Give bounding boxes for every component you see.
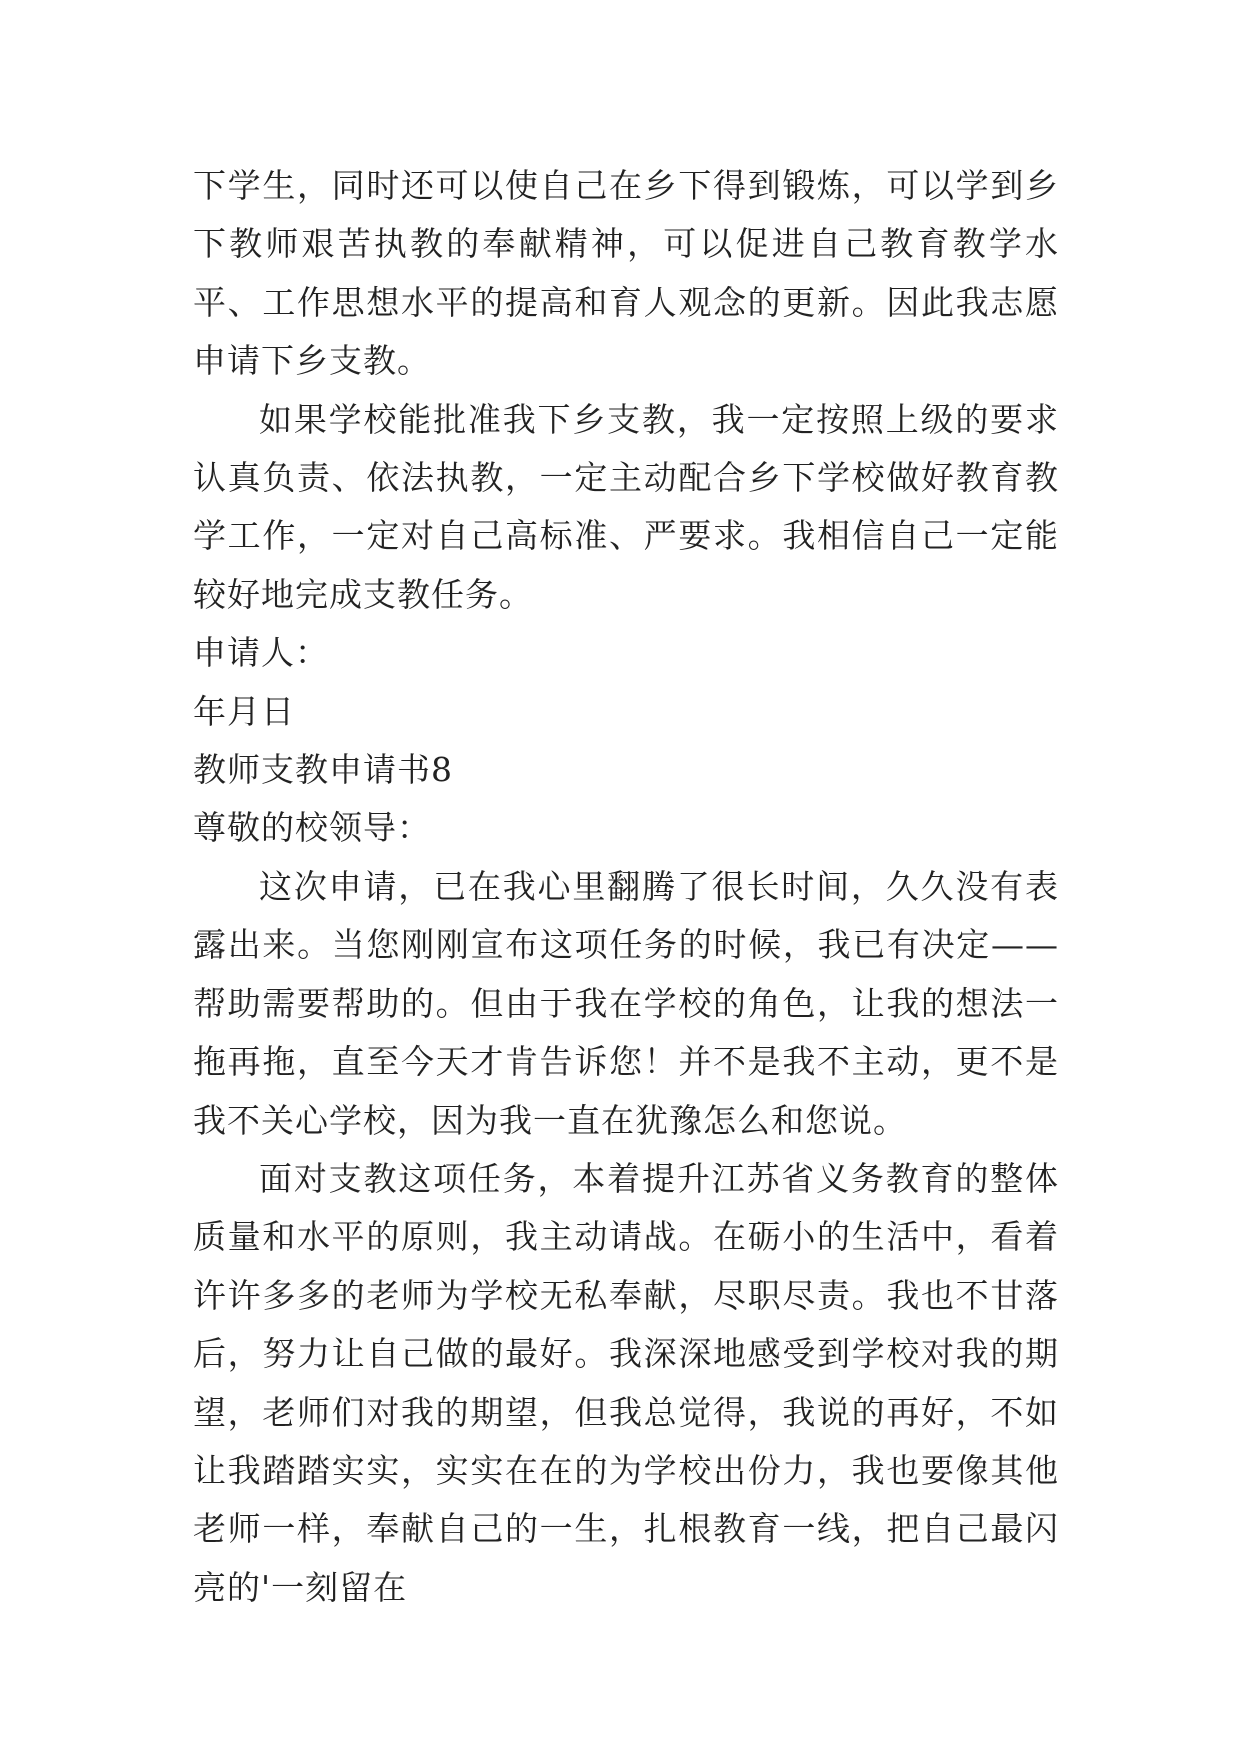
document-body xyxy=(193,157,1059,1617)
date-line: 年月日 xyxy=(193,691,295,731)
paragraph-7: 这次申请，已在我心里翻腾了很长时间，久久没有表露出来。当您刚刚宣布这项任务的时候，我已有决定——帮助需要帮助的。但由于我在学校的角色，让我的想法一拖再拖，直至今天才肯告诉您！并不是我不主动，更不是我不关心学校，因为我一直在犹豫怎么和您说。 xyxy=(193,866,1059,1140)
paragraph-8: 面对支教这项任务，本着提升江苏省义务教育的整体质量和水平的原则，我主动请战。在砺小的生活中，看着许许多多的老师为学校无私奉献，尽职尽责。我也不甘落后，努力让自己做的最好。我深深地感受到学校对我的期望，老师们对我的期望，但我总觉得，我说的再好，不如让我踏踏实实，实实在在的为学校出份力，我也要像其他老师一样，奉献自己的一生，扎根教育一线，把自己最闪亮的'一刻留在 xyxy=(193,1158,1059,1607)
section-title: 教师支教申请书8 xyxy=(193,750,453,790)
applicant-label: 申请人： xyxy=(193,633,329,673)
salutation: 尊敬的校领导： xyxy=(193,808,431,848)
paragraph-1: 下学生，同时还可以使自己在乡下得到锻炼，可以学到乡下教师艰苦执教的奉献精神，可以促进自己教育教学水平、工作思想水平的提高和育人观念的更新。因此我志愿申请下乡支教。 xyxy=(193,166,1059,381)
paragraph-2: 如果学校能批准我下乡支教，我一定按照上级的要求认真负责、依法执教，一定主动配合乡下学校做好教育教学工作，一定对自己高标准、严要求。我相信自己一定能较好地完成支教任务。 xyxy=(193,399,1059,614)
